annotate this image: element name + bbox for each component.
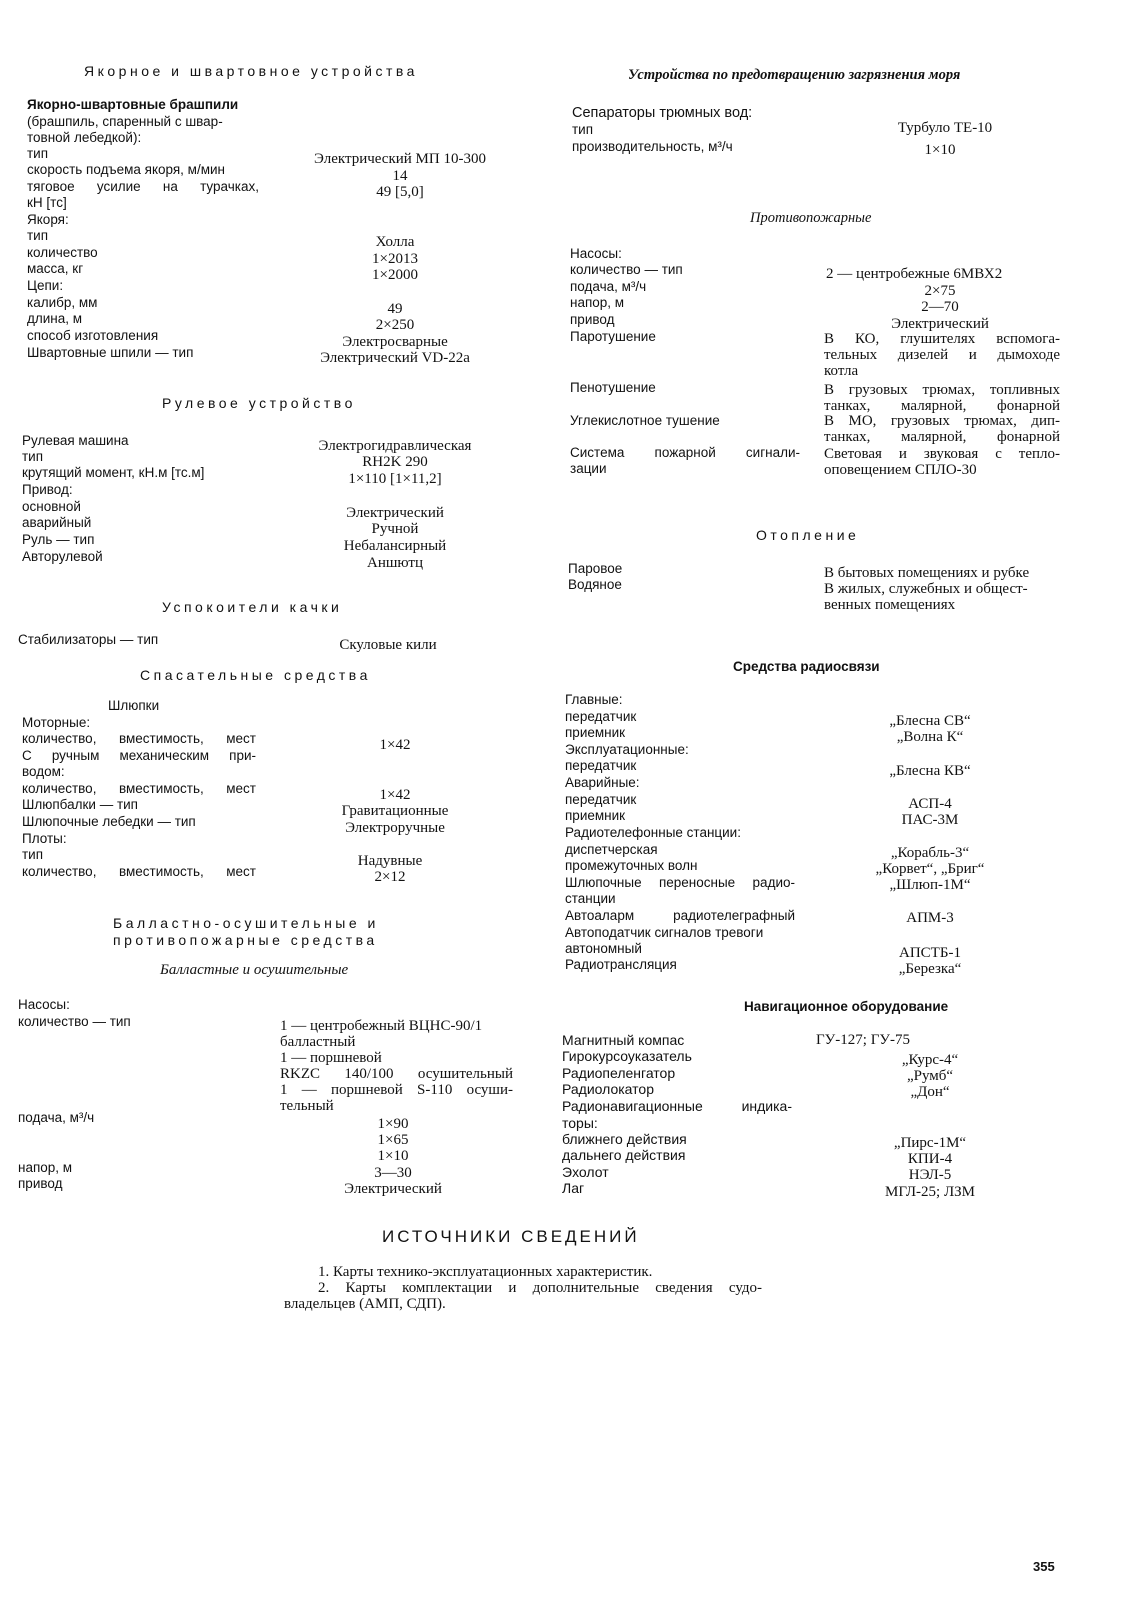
chain-length-label: длина, м [27, 311, 83, 326]
heating-heading: Отопление [756, 527, 860, 543]
fire-pumps-label: Насосы: [570, 246, 622, 261]
steam-extinguish-2: тельных дизелей и дымоходе [824, 347, 1060, 363]
windlass-type-value: Электрический МП 10-300 [314, 151, 486, 167]
manual-boats-label-1: С ручным механическим при- [22, 748, 256, 763]
radio-portable-label-1: Шлюпочные переносные радио- [565, 875, 795, 890]
ballast-drive-value: Электрический [344, 1181, 442, 1197]
radio-main-label: Главные: [565, 692, 623, 707]
ballast-pump-value-5: 1 — поршневой S-110 осуши- [280, 1082, 513, 1098]
capstan-value: Электрический VD-22a [320, 350, 470, 366]
fire-drive-label: привод [570, 312, 615, 327]
radio-autoalarm-value: АПМ-3 [906, 910, 954, 926]
gyro-value: „Курс-4“ [901, 1052, 959, 1068]
long-range-value: КПИ-4 [907, 1151, 953, 1167]
motor-count-value: 1×42 [379, 737, 411, 753]
radio-emerg-rx-value: ПАС-3М [901, 812, 959, 828]
radio-tx-value: „Блесна СВ“ [889, 713, 971, 729]
manual-boats-label-2: водом: [22, 764, 65, 779]
heating-steam-label: Паровое [568, 561, 623, 576]
radio-heading: Средства радиосвязи [733, 659, 880, 674]
ballast-flow-label: подача, м³/ч [18, 1110, 95, 1125]
chain-method-label: способ изготовления [27, 328, 159, 343]
ballast-head-label: напор, м [18, 1160, 73, 1175]
fire-alarm-label-2: зации [570, 461, 607, 476]
steering-machine-value: Электрогидравлическая [318, 438, 472, 454]
heating-water-1: В жилых, служебных и общест- [824, 581, 1028, 597]
rudder-value: Небалансирный [343, 538, 447, 554]
autopilot-label: Авторулевой [22, 549, 103, 564]
ballast-pump-value-6: тельный [280, 1098, 334, 1114]
short-range-value: „Пирс-1М“ [893, 1135, 967, 1151]
left-column [0, 0, 560, 1614]
radionav-label-1: Радионавигационные индика- [562, 1098, 792, 1114]
radio-emerg-tx-value: АСП-4 [908, 796, 952, 812]
ballast-heading-2: противопожарные средства [113, 932, 378, 948]
foam-label: Пенотушение [570, 380, 656, 395]
anchor-mass-label: масса, кг [27, 261, 84, 276]
fire-count-label: количество — тип [570, 262, 683, 277]
windlass-note-2: товной лебедкой): [27, 130, 142, 145]
source-item-2b: владельцев (АМП, СДП). [284, 1296, 446, 1312]
source-item-1: 1. Карты технико-эксплуатационных характеристик. [318, 1264, 653, 1280]
steering-machine-label: Рулевая машина [22, 433, 129, 448]
chain-caliber-value: 49 [387, 301, 403, 317]
steering-drive-label: Привод: [22, 482, 73, 497]
log-label: Лаг [562, 1180, 585, 1196]
radio-oper-label: Эксплуатационные: [565, 742, 689, 757]
long-range-label: дальнего действия [562, 1147, 686, 1163]
steering-main-value: Электрический [346, 505, 444, 521]
rescue-section-heading: Спасательные средства [140, 667, 371, 683]
fire-heading: Противопожарные [750, 210, 872, 226]
manual-count-value: 1×42 [379, 787, 411, 803]
stabilizer-label: Стабилизаторы — тип [18, 632, 159, 647]
fire-head-label: напор, м [570, 295, 625, 310]
foam-2: танках, малярной, фонарной [824, 398, 1060, 414]
short-range-label: ближнего действия [562, 1131, 687, 1147]
log-value: МГЛ-25; ЛЗМ [885, 1184, 975, 1200]
boat-winch-value: Электроручные [345, 820, 445, 836]
co2-2: танках, малярной, фонарной [824, 429, 1060, 445]
fire-drive-value: Электрический [891, 316, 989, 332]
radio-oper-tx-label: передатчик [565, 758, 637, 773]
anchor-speed-value: 14 [392, 168, 408, 184]
gyro-label: Гирокурсоуказатель [562, 1048, 692, 1064]
chain-length-value: 2×250 [375, 317, 415, 333]
radio-oper-tx-value: „Блесна КВ“ [889, 763, 971, 779]
steering-type-value: RH2K 290 [362, 454, 428, 470]
nav-heading: Навигационное оборудование [744, 999, 949, 1014]
steam-extinguish-label: Паротушение [570, 329, 656, 344]
stabilizer-value: Скуловые кили [339, 637, 437, 653]
fire-count-value: 2 — центробежные 6МВХ2 [826, 266, 1003, 282]
ballast-drive-label: привод [18, 1176, 63, 1191]
co2-label: Углекислотное тушение [570, 413, 720, 428]
windlass-type-label: тип [27, 146, 49, 161]
davits-label: Шлюпбалки — тип [22, 797, 138, 812]
chains-label: Цепи: [27, 278, 64, 293]
radar-value: „Дон“ [910, 1084, 950, 1100]
heating-water-2: венных помещениях [824, 597, 956, 613]
ballast-flow-3: 1×10 [377, 1148, 409, 1164]
separator-type-label: тип [572, 122, 594, 137]
radio-portable-value: „Шлюп-1М“ [889, 877, 971, 893]
radio-broadcast-value: „Березка“ [898, 961, 962, 977]
separators-label: Сепараторы трюмных вод: [572, 105, 753, 121]
co2-1: В МО, грузовых трюмах, дип- [824, 413, 1060, 429]
ballast-subheading: Балластные и осушительные [160, 962, 349, 978]
compass-value: ГУ-127; ГУ-75 [816, 1032, 910, 1048]
radio-phone-label: Радиотелефонные станции: [565, 825, 741, 840]
heating-steam-value: В бытовых помещениях и рубке [824, 565, 1030, 581]
fire-alarm-1: Световая и звуковая с тепло- [824, 446, 1060, 462]
chain-caliber-label: калибр, мм [27, 295, 98, 310]
radionav-label-2: торы: [562, 1115, 598, 1131]
pull-label-2: кН [тс] [27, 195, 67, 210]
anchor-speed-label: скорость подъема якоря, м/мин [27, 162, 225, 177]
separator-capacity-label: производительность, м³/ч [572, 139, 733, 154]
radio-emerg-rx-label: приемник [565, 808, 626, 823]
capstan-label: Швартовные шпили — тип [27, 345, 194, 360]
ballast-pump-value-3: 1 — поршневой [280, 1050, 382, 1066]
boats-title: Шлюпки [108, 698, 160, 713]
fire-flow-label: подача, м³/ч [570, 279, 647, 294]
rdf-label: Радиопеленгатор [562, 1065, 676, 1081]
radio-dispatch-label: диспетчерская [565, 842, 658, 857]
steering-emergency-value: Ручной [371, 521, 419, 537]
compass-label: Магнитный компас [562, 1032, 685, 1048]
radio-rx-label: приемник [565, 725, 626, 740]
radio-portable-label-2: станции [565, 891, 616, 906]
raft-type-label: тип [22, 847, 44, 862]
windlass-title: Якорно-швартовные брашпили [27, 97, 239, 112]
steering-torque-label: крутящий момент, кН.м [тс.м] [22, 465, 205, 480]
steering-torque-value: 1×110 [1×11,2] [348, 471, 442, 487]
anchor-type-value: Холла [375, 234, 415, 250]
raft-type-value: Надувные [357, 853, 423, 869]
ballast-flow-2: 1×65 [377, 1132, 409, 1148]
ballast-heading-1: Балластно-осушительные и [113, 915, 379, 931]
radio-dispatch-value: „Корабль-3“ [890, 845, 970, 861]
raft-count-label: количество, вместимость, мест [22, 864, 256, 879]
boat-winch-label: Шлюпочные лебедки — тип [22, 814, 196, 829]
pollution-heading: Устройства по предотвращению загрязнения моря [628, 67, 961, 83]
steam-extinguish-3: котла [824, 363, 859, 379]
fire-alarm-label-1: Система пожарной сигнали- [570, 445, 800, 460]
separator-type-value: Турбуло ТЕ-10 [897, 120, 993, 136]
foam-1: В грузовых трюмах, топливных [824, 382, 1060, 398]
chain-method-value: Электросварные [342, 334, 448, 350]
pull-value: 49 [5,0] [376, 184, 424, 200]
anchor-section-heading: Якорное и швартовное устройства [84, 63, 418, 79]
davits-value: Гравитационные [341, 803, 449, 819]
radio-tx-label: передатчик [565, 709, 637, 724]
echo-value: НЭЛ-5 [908, 1167, 952, 1183]
pull-label-1: тяговое усилие на турачках, [27, 179, 259, 194]
sources-heading: ИСТОЧНИКИ СВЕДЕНИЙ [382, 1227, 640, 1246]
fire-flow-value: 2×75 [924, 283, 956, 299]
steering-section-heading: Рулевое устройство [162, 395, 356, 411]
windlass-note-1: (брашпиль, спаренный с швар- [27, 114, 223, 129]
right-column [560, 0, 1121, 1614]
radio-autonomous-label: автономный [565, 941, 642, 956]
roll-section-heading: Успокоители качки [162, 599, 343, 615]
anchor-type-label: тип [27, 228, 49, 243]
ballast-pump-value-4: RKZC 140/100 осушительный [280, 1066, 513, 1082]
steam-extinguish-1: В КО, глушителях вспомога- [824, 331, 1060, 347]
raft-count-value: 2×12 [374, 869, 406, 885]
radar-label: Радиолокатор [562, 1081, 654, 1097]
radio-autoalarm-label: Автоаларм радиотелеграфный [565, 908, 795, 923]
radio-inter-label: промежуточных волн [565, 858, 698, 873]
motor-boats-label: Моторные: [22, 715, 91, 730]
rudder-label: Руль — тип [22, 532, 95, 547]
radio-emerg-label: Аварийные: [565, 775, 640, 790]
steering-main-label: основной [22, 499, 81, 514]
anchor-mass-value: 1×2000 [372, 267, 418, 283]
ballast-flow-1: 1×90 [377, 1116, 409, 1132]
radio-inter-value: „Корвет“, „Бриг“ [875, 861, 985, 877]
ballast-pump-value-2: балластный [280, 1034, 356, 1050]
motor-count-label: количество, вместимость, мест [22, 731, 256, 746]
source-item-2a: 2. Карты комплектации и дополнительные сведения судо- [318, 1280, 762, 1296]
radio-autosender-label: Автоподатчик сигналов тревоги [565, 925, 764, 940]
anchor-count-label: количество [27, 245, 98, 260]
echo-label: Эхолот [562, 1164, 609, 1180]
radio-emerg-tx-label: передатчик [565, 792, 637, 807]
anchor-count-value: 1×2013 [372, 251, 418, 267]
manual-count-label: количество, вместимость, мест [22, 781, 256, 796]
fire-alarm-2: оповещением СПЛО-30 [824, 462, 977, 478]
ballast-pump-value-1: 1 — центробежный ВЦНС-90/1 [280, 1018, 483, 1034]
ballast-head-value: 3—30 [374, 1165, 412, 1181]
anchors-label: Якоря: [27, 212, 69, 227]
heating-water-label: Водяное [568, 577, 622, 592]
radio-broadcast-label: Радиотрансляция [565, 957, 677, 972]
autopilot-value: Аншютц [366, 555, 423, 571]
radio-rx-value: „Волна К“ [896, 729, 964, 745]
fire-head-value: 2—70 [921, 299, 959, 315]
steering-type-label: тип [22, 449, 44, 464]
page-number: 355 [1033, 1559, 1055, 1574]
ballast-count-type-label: количество — тип [18, 1014, 131, 1029]
separator-capacity-value: 1×10 [924, 142, 956, 158]
rdf-value: „Румб“ [906, 1068, 954, 1084]
ballast-pumps-label: Насосы: [18, 997, 70, 1012]
radio-autonomous-value: АПСТБ-1 [899, 945, 961, 961]
rafts-label: Плоты: [22, 831, 67, 846]
steering-emergency-label: аварийный [22, 515, 92, 530]
